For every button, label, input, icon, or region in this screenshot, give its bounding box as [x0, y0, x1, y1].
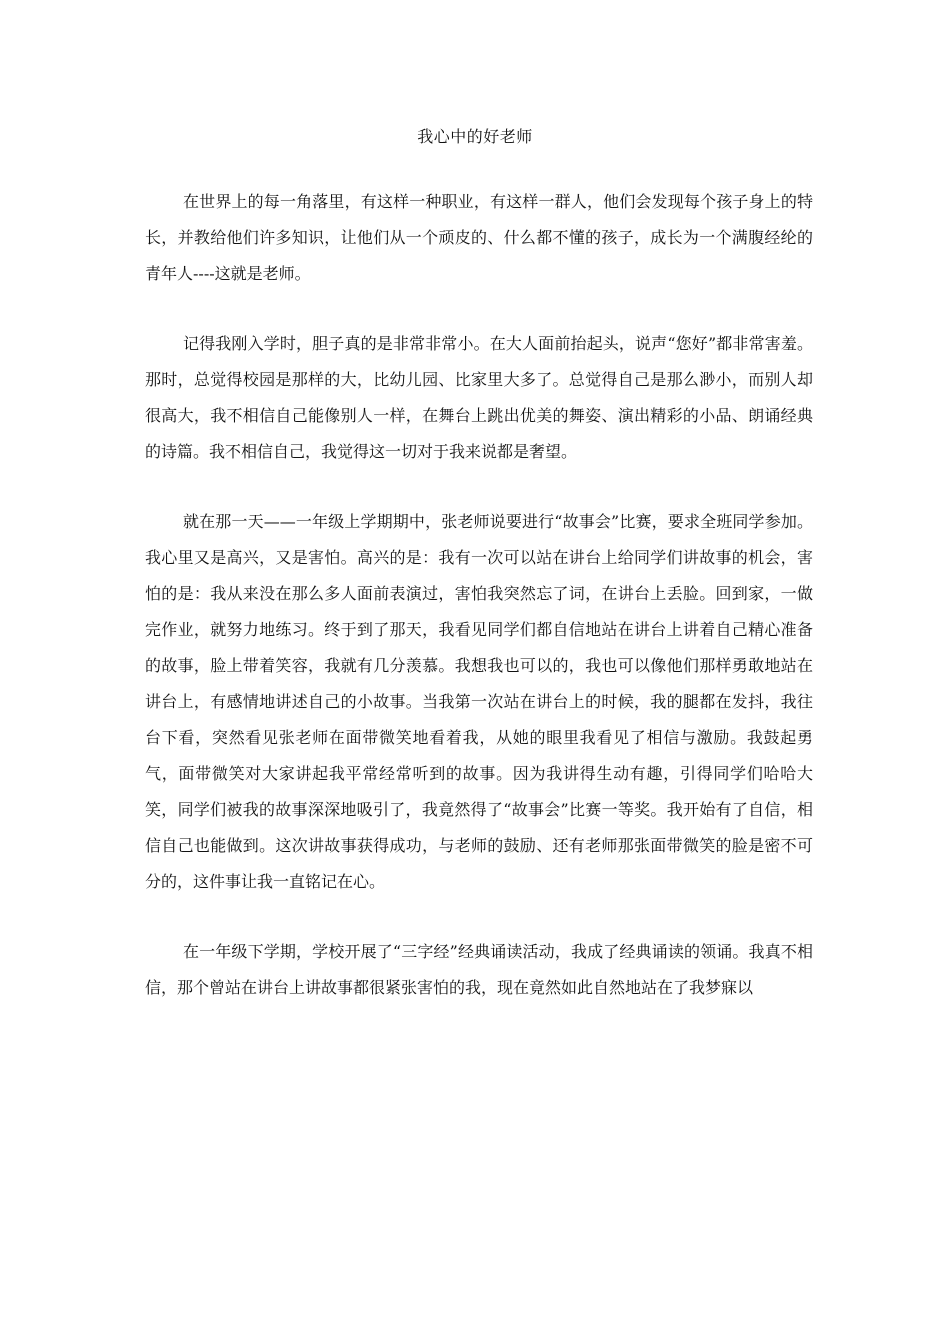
document-title: 我心中的好老师: [417, 127, 533, 146]
paragraph-3: 就在那一天——一年级上学期期中，张老师说要进行“故事会”比赛，要求全班同学参加。我心里又是高兴，又是害怕。高兴的是：我有一次可以站在讲台上给同学们讲故事的机会，害怕的是：我从来没在那么多人面前表演过，害怕我突然忘了词，在讲台上丢脸。回到家，一做完作业，就努力地练习。终于到了那天，我看见同学们都自信地站在讲台上讲着自己精心准备的故事，脸上带着笑容，我就有几分羡慕。我想我也可以的，我也可以像他们那样勇敢地站在讲台上，有感情地讲述自己的小故事。当我第一次站在讲台上的时候，我的腿都在发抖，我往台下看，突然看见张老师在面带微笑地看着我，从她的眼里我看见了相信与激励。我鼓起勇气，面带微笑对大家讲起我平常经常听到的故事。因为我讲得生动有趣，引得同学们哈哈大笑，同学们被我的故事深深地吸引了，我竟然得了“故事会”比赛一等奖。我开始有了自信，相信自己也能做到。这次讲故事获得成功，与老师的鼓励、还有老师那张面带微笑的脸是密不可分的，这件事让我一直铭记在心。: [145, 512, 813, 891]
document-body: [145, 184, 813, 1040]
paragraph-2: 记得我刚入学时，胆子真的是非常非常小。在大人面前抬起头，说声“您好”都非常害羞。那时，总觉得校园是那样的大，比幼儿园、比家里大多了。总觉得自己是那么渺小，而别人却很高大，我不相信自己能像别人一样，在舞台上跳出优美的舞姿、演出精彩的小品、朗诵经典的诗篇。我不相信自己，我觉得这一切对于我来说都是奢望。: [145, 334, 813, 461]
paragraph-4: 在一年级下学期，学校开展了“三字经”经典诵读活动，我成了经典诵读的领诵。我真不相信，那个曾站在讲台上讲故事都很紧张害怕的我，现在竟然如此自然地站在了我梦寐以: [145, 942, 813, 997]
paragraph-1: 在世界上的每一角落里，有这样一种职业，有这样一群人，他们会发现每个孩子身上的特长，并教给他们许多知识，让他们从一个顽皮的、什么都不懂的孩子，成长为一个满腹经纶的青年人----这就是老师。: [145, 192, 813, 283]
